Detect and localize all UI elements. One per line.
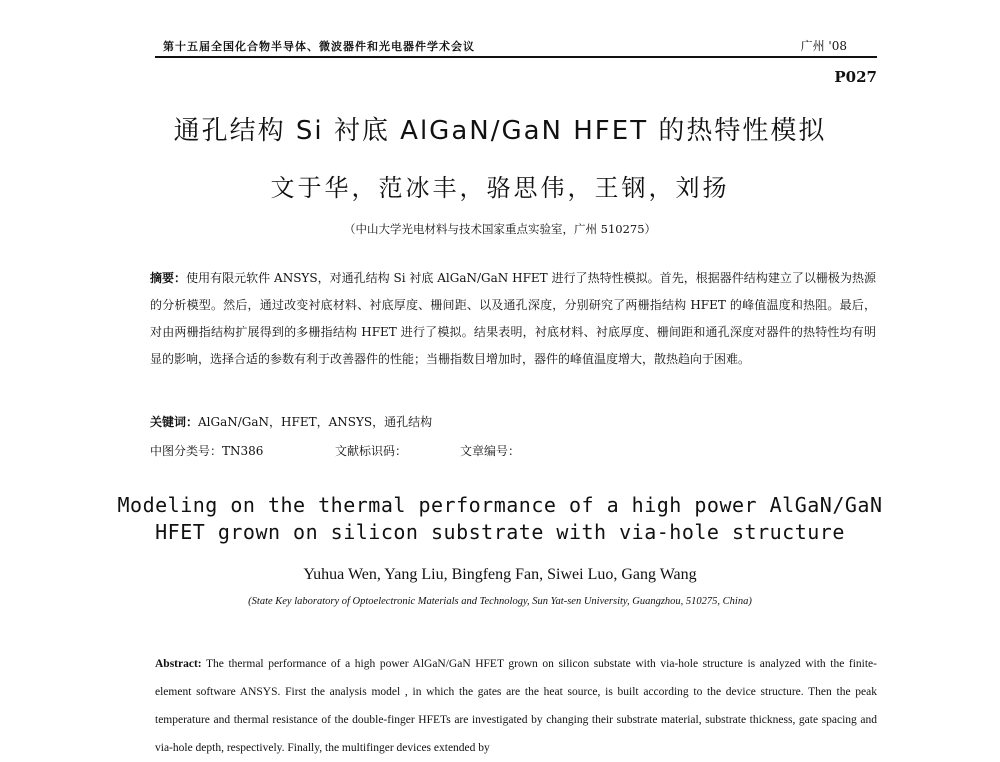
title-english-line2: HFET grown on silicon substrate with via-hole structure	[155, 520, 845, 544]
classification-row	[150, 442, 750, 459]
abstract-chinese	[150, 265, 876, 373]
keywords-text: AlGaN/GaN，HFET，ANSYS，通孔结构	[198, 415, 433, 429]
title-english-line1: Modeling on the thermal performance of a high power AlGaN/GaN	[117, 493, 883, 517]
affiliation-english: (State Key laboratory of Optoelectronic Materials and Technology, Sun Yat-sen University, Guangzhou, 510275, China)	[248, 596, 752, 607]
abstract-chinese-label: 摘要：	[150, 271, 187, 285]
article-number: 文章编号：	[460, 444, 521, 458]
running-header	[155, 34, 877, 58]
clc-number: 中图分类号：TN386	[150, 444, 264, 458]
abstract-english	[155, 650, 877, 762]
authors-chinese: 文于华，范冰丰，骆思伟，王钢，刘扬	[270, 174, 730, 202]
keywords-chinese	[150, 413, 432, 430]
paper-id: P027	[834, 68, 877, 86]
abstract-english-label: Abstract:	[155, 658, 202, 670]
conference-name: 第十五届全国化合物半导体、微波器件和光电器件学术会议	[163, 40, 475, 53]
keywords-label: 关键词：	[150, 415, 199, 429]
abstract-english-text: The thermal performance of a high power AlGaN/GaN HFET grown on silicon substate with via-hole structure is analyzed with the finite-element software ANSYS. First the analysis model , in which the gates are the heat source, is built according to the device structure. Then the peak temperature and thermal resistance of the double-finger HFETs are investigated by changing their substrate material, substrate thickness, gate spacing and via-hole depth, respectively. Finally, the multifinger devices extended by	[155, 658, 877, 754]
document-code: 文献标识码：	[335, 444, 408, 458]
conference-place-year: 广州 '08	[800, 39, 847, 53]
authors-english: Yuhua Wen, Yang Liu, Bingfeng Fan, Siwei Luo, Gang Wang	[303, 566, 697, 583]
title-chinese: 通孔结构 Si 衬底 AlGaN/GaN HFET 的热特性模拟	[173, 116, 827, 146]
affiliation-chinese: （中山大学光电材料与技术国家重点实验室，广州 510275）	[343, 222, 657, 236]
abstract-chinese-text: 使用有限元软件 ANSYS，对通孔结构 Si 衬底 AlGaN/GaN HFET 进行了热特性模拟。首先，根据器件结构建立了以栅极为热源的分析模型。然后，通过改变衬底材料、衬底厚度、栅间距、以及通孔深度，分别研究了两栅指结构 HFET 的峰值温度和热阻。最后，对由两栅指结构扩展得到的多栅指结构 HFET 进行了模拟。结果表明，衬底材料、衬底厚度、栅间距和通孔深度对器件的热特性均有明显的影响，选择合适的参数有利于改善器件的性能；当栅指数目增加时，器件的峰值温度增大，散热趋向于困难。	[150, 271, 876, 366]
title-english	[0, 492, 1000, 546]
